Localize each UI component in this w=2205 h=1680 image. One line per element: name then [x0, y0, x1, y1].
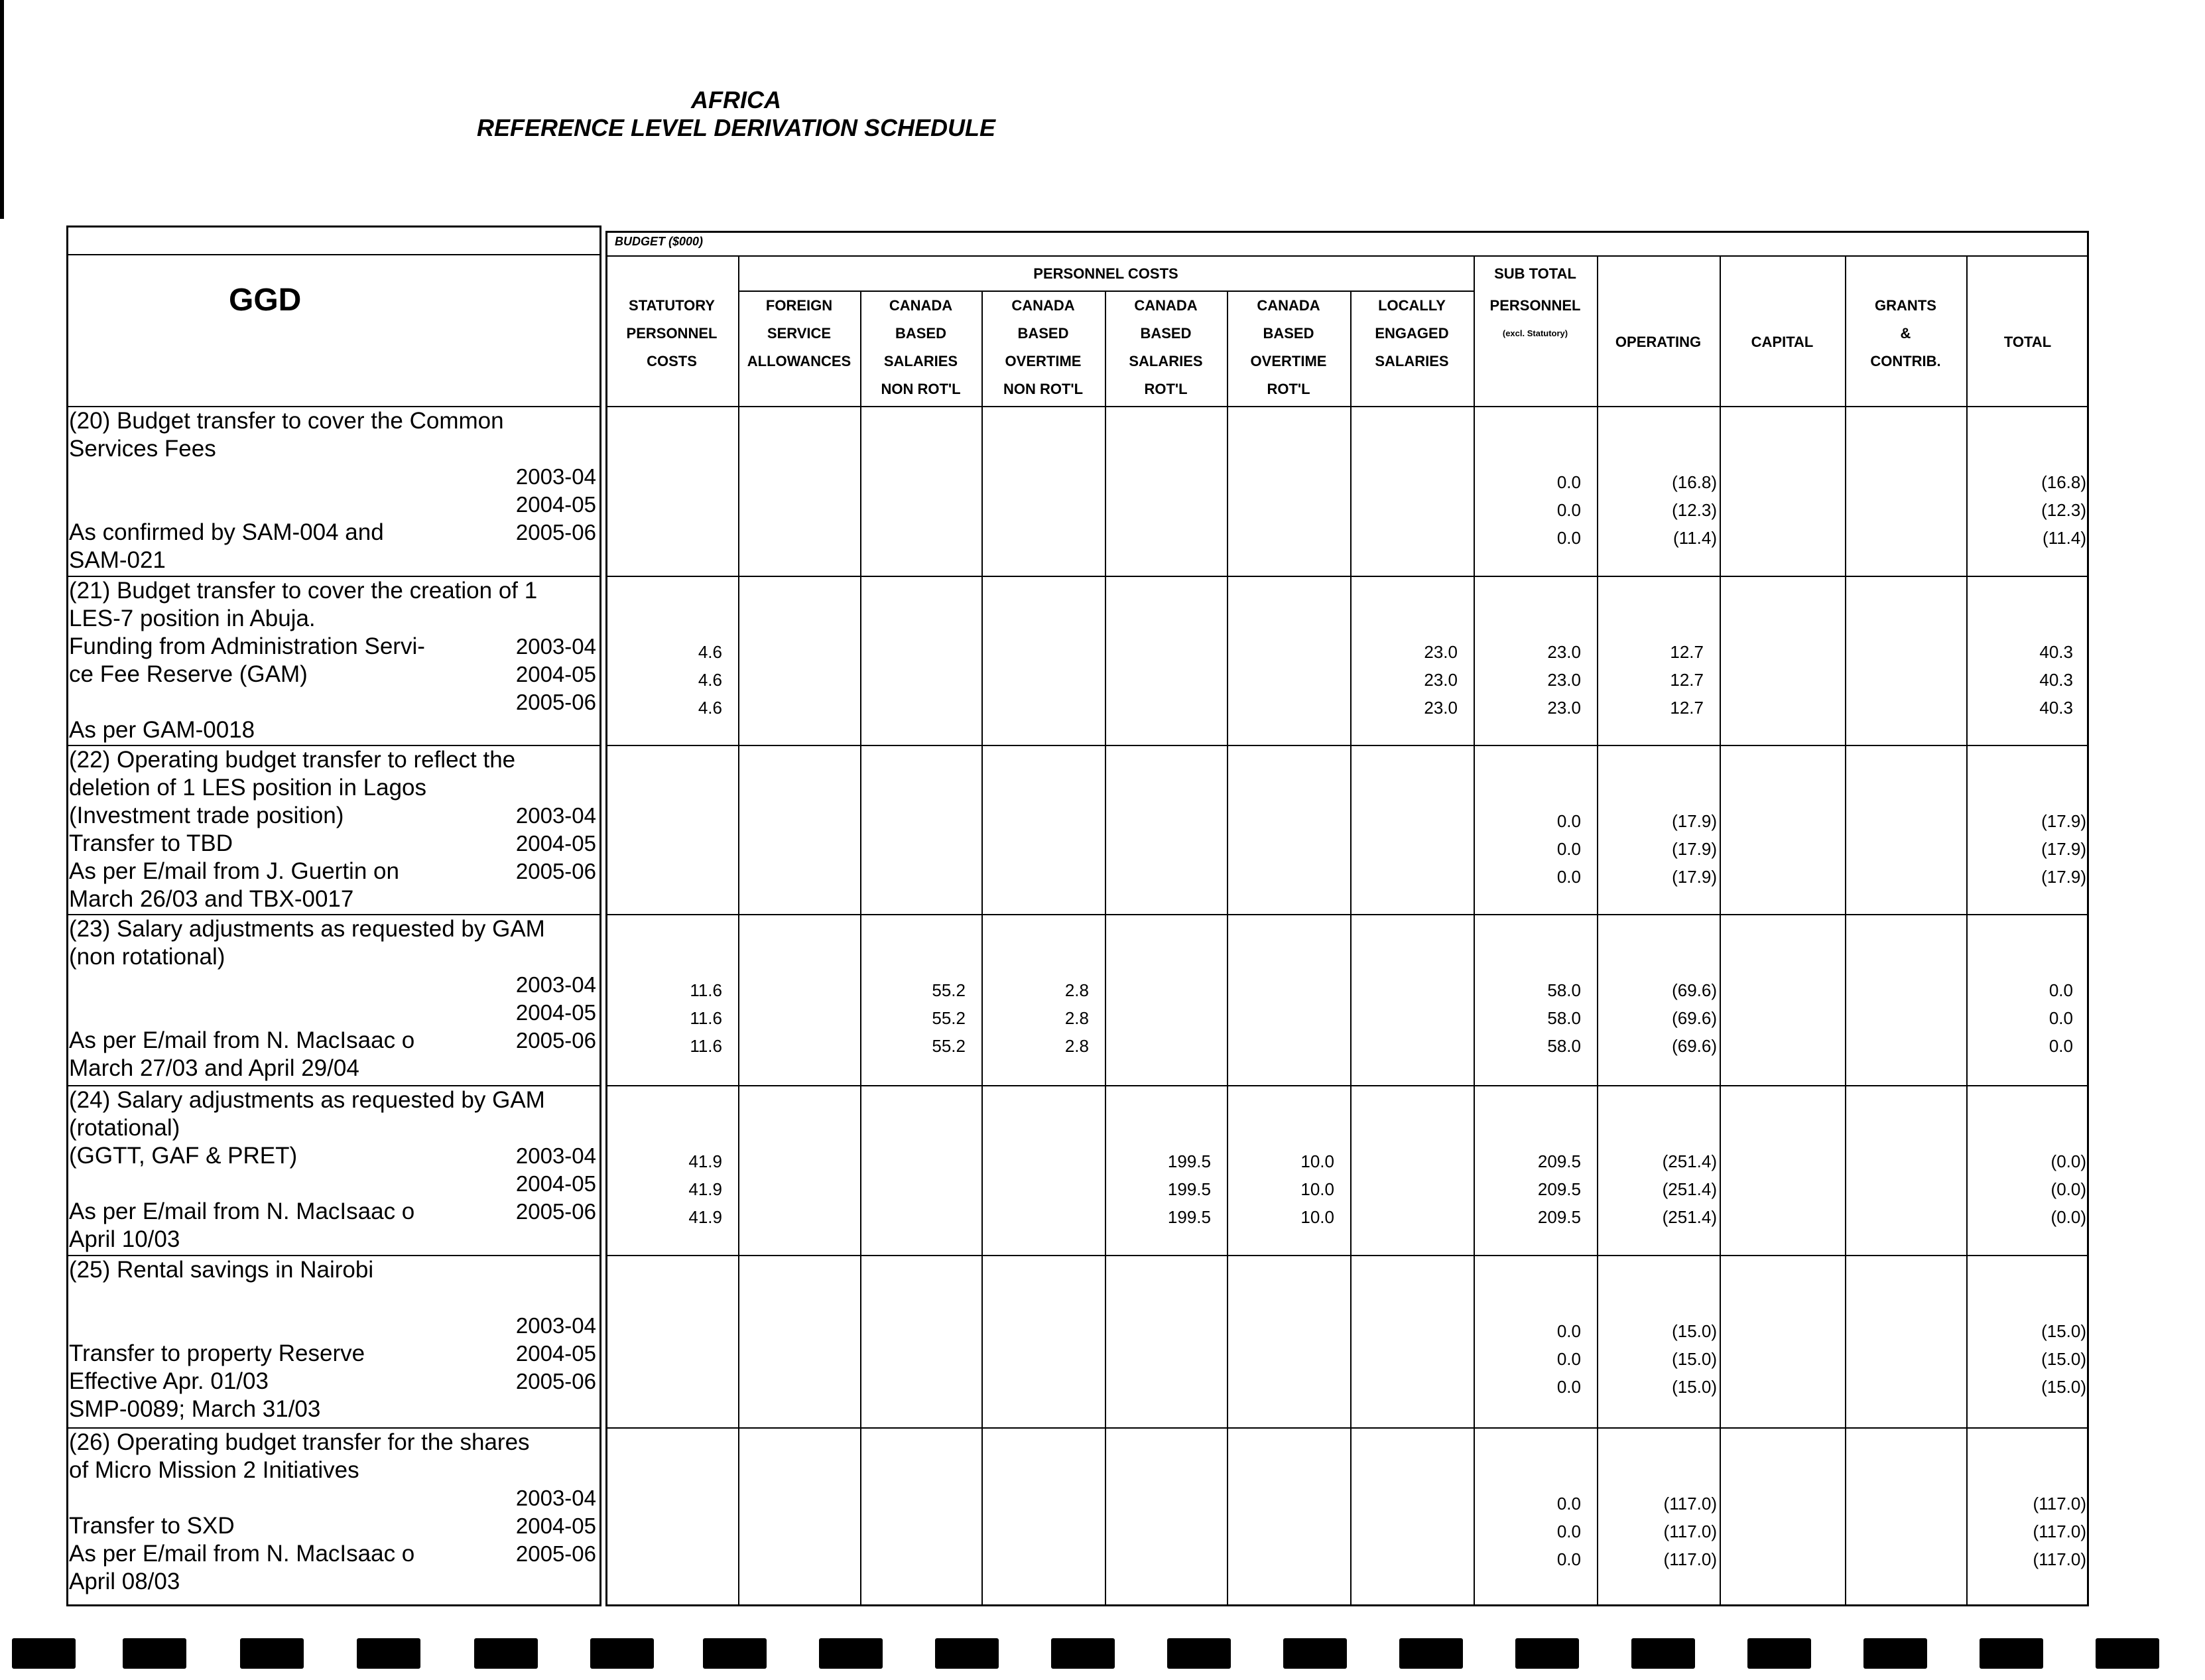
fiscal-year-label: 2003-04: [515, 464, 596, 489]
budget-label: BUDGET ($000): [615, 235, 704, 248]
column-header-line: BASED: [1140, 325, 1192, 342]
table-cell-value: 23.0: [1547, 698, 1581, 718]
column-header-line: BASED: [1017, 325, 1069, 342]
table-cell-value: 0.0: [1556, 867, 1581, 887]
page-title: AFRICA: [691, 86, 781, 113]
redaction-block: [240, 1638, 304, 1669]
section-text-line: As per E/mail from N. MacIsaac o: [69, 1198, 415, 1224]
section-divider-right: [605, 576, 2089, 577]
section-text-line: Transfer to property Reserve: [69, 1340, 365, 1366]
redaction-block: [1747, 1638, 1811, 1669]
fiscal-year-label: 2005-06: [515, 1369, 596, 1393]
table-cell-value: 58.0: [1547, 1008, 1581, 1028]
column-divider: [1474, 255, 1475, 1606]
column-header-line: (excl. Statutory): [1502, 328, 1568, 338]
fiscal-year-label: 2003-04: [515, 1486, 596, 1510]
fiscal-year-label: 2005-06: [515, 520, 596, 545]
table-cell-value: 0.0: [1556, 472, 1581, 492]
column-header-line: CANADA: [1257, 297, 1320, 314]
left-header-divider: [66, 254, 601, 255]
section-text-line: of Micro Mission 2 Initiatives: [69, 1457, 359, 1483]
column-header-line: SERVICE: [767, 325, 832, 342]
fiscal-year-label: 2004-05: [515, 492, 596, 517]
section-text-line: March 26/03 and TBX-0017: [69, 886, 354, 912]
table-cell-value: (251.4): [1662, 1151, 1717, 1171]
table-cell-value: 0.0: [1556, 1349, 1581, 1369]
table-cell-value: (12.3): [1672, 500, 1717, 520]
column-divider: [860, 291, 861, 1606]
table-cell-value: 0.0: [1556, 528, 1581, 548]
section-text-line: ce Fee Reserve (GAM): [69, 661, 308, 687]
fiscal-year-label: 2004-05: [515, 1514, 596, 1538]
table-cell-value: (117.0): [2033, 1521, 2086, 1541]
column-header-line: TOTAL: [2003, 334, 2052, 350]
table-cell-value: 4.6: [698, 670, 722, 690]
column-divider: [981, 291, 983, 1606]
fiscal-year-label: 2004-05: [515, 831, 596, 856]
column-header-line: ROT'L: [1267, 381, 1310, 397]
redaction-block: [819, 1638, 883, 1669]
section-text-line: (rotational): [69, 1115, 180, 1141]
fiscal-year-label: 2005-06: [515, 690, 596, 714]
section-text-line: As per E/mail from N. MacIsaac o: [69, 1541, 415, 1567]
section-text-line: (26) Operating budget transfer for the shares: [69, 1429, 530, 1455]
section-text-line: April 08/03: [69, 1569, 180, 1594]
table-cell-value: 10.0: [1300, 1207, 1334, 1227]
section-text-line: (22) Operating budget transfer to reflect the: [69, 747, 516, 773]
table-cell-value: (251.4): [1662, 1179, 1717, 1199]
column-header-line: FOREIGN: [765, 297, 833, 314]
table-cell-value: 10.0: [1300, 1151, 1334, 1171]
table-cell-value: 0.0: [1556, 811, 1581, 831]
section-divider-right: [605, 1427, 2089, 1429]
section-text-line: (non rotational): [69, 944, 225, 970]
table-cell-value: (117.0): [1663, 1494, 1717, 1514]
column-header-line: COSTS: [647, 353, 697, 369]
table-cell-value: (17.9): [1672, 811, 1717, 831]
redaction-block: [474, 1638, 538, 1669]
column-divider: [1597, 255, 1598, 1606]
table-cell-value: 41.9: [688, 1207, 722, 1227]
fiscal-year-label: 2005-06: [515, 1541, 596, 1566]
column-header-line: ROT'L: [1144, 381, 1188, 397]
table-cell-value: (69.6): [1672, 1008, 1717, 1028]
table-cell-value: (0.0): [2050, 1179, 2086, 1199]
section-text-line: SMP-0089; March 31/03: [69, 1396, 321, 1422]
table-cell-value: 4.6: [698, 698, 722, 718]
table-cell-value: 0.0: [1556, 1377, 1581, 1397]
table-cell-value: 55.2: [932, 1036, 966, 1056]
fiscal-year-label: 2003-04: [515, 1313, 596, 1338]
section-text-line: April 10/03: [69, 1226, 180, 1252]
table-cell-value: (17.9): [2041, 867, 2086, 887]
section-text-line: (24) Salary adjustments as requested by GAM: [69, 1087, 545, 1113]
table-cell-value: 209.5: [1537, 1207, 1581, 1227]
redaction-block: [1515, 1638, 1579, 1669]
table-cell-value: 199.5: [1167, 1151, 1211, 1171]
section-text-line: Funding from Administration Servi-: [69, 633, 425, 659]
fiscal-year-label: 2003-04: [515, 1143, 596, 1168]
column-divider: [738, 255, 739, 1606]
table-cell-value: 58.0: [1547, 1036, 1581, 1056]
table-cell-value: (17.9): [2041, 811, 2086, 831]
table-cell-value: (117.0): [1663, 1549, 1717, 1569]
table-cell-value: 199.5: [1167, 1207, 1211, 1227]
section-divider-right: [605, 1255, 2089, 1256]
header-bottom-divider: [605, 406, 2089, 407]
column-header-line: ALLOWANCES: [747, 353, 851, 369]
table-cell-value: 0.0: [1556, 839, 1581, 859]
section-text-line: Transfer to TBD: [69, 830, 233, 856]
table-cell-value: 23.0: [1424, 698, 1458, 718]
section-divider-right: [605, 914, 2089, 915]
column-header-line: CANADA: [889, 297, 953, 314]
table-cell-value: 10.0: [1300, 1179, 1334, 1199]
table-cell-value: 12.7: [1670, 698, 1704, 718]
column-header-line: PERSONNEL: [626, 325, 718, 342]
section-divider-right: [605, 1085, 2089, 1086]
section-text-line: (GGTT, GAF & PRET): [69, 1143, 298, 1169]
table-cell-value: 0.0: [2048, 1008, 2073, 1028]
table-cell-value: (11.4): [1673, 528, 1717, 548]
column-divider: [1845, 255, 1846, 1606]
column-divider: [1720, 255, 1721, 1606]
table-cell-value: 0.0: [1556, 1321, 1581, 1341]
table-cell-value: (117.0): [1663, 1521, 1717, 1541]
table-cell-value: 23.0: [1547, 670, 1581, 690]
table-cell-value: 41.9: [688, 1151, 722, 1171]
column-header-line: CANADA: [1011, 297, 1075, 314]
fiscal-year-label: 2003-04: [515, 972, 596, 997]
column-header-line: NON ROT'L: [881, 381, 961, 397]
table-cell-value: 58.0: [1547, 980, 1581, 1000]
redaction-block: [1399, 1638, 1463, 1669]
section-text-line: As per E/mail from N. MacIsaac o: [69, 1027, 415, 1053]
subtotal-header: SUB TOTAL: [1494, 265, 1576, 282]
fiscal-year-label: 2004-05: [515, 1171, 596, 1196]
table-cell-value: (251.4): [1662, 1207, 1717, 1227]
table-cell-value: (0.0): [2050, 1207, 2086, 1227]
table-cell-value: 11.6: [690, 1008, 722, 1028]
column-header-line: SALARIES: [1129, 353, 1203, 369]
column-header-line: SALARIES: [1375, 353, 1449, 369]
table-cell-value: 2.8: [1064, 1036, 1089, 1056]
column-header-line: PERSONNEL: [1489, 297, 1581, 314]
column-header-line: NON ROT'L: [1003, 381, 1084, 397]
table-cell-value: 23.0: [1424, 670, 1458, 690]
redaction-block: [357, 1638, 420, 1669]
section-text-line: Effective Apr. 01/03: [69, 1368, 269, 1394]
redaction-block: [1051, 1638, 1115, 1669]
table-cell-value: (15.0): [1672, 1377, 1717, 1397]
redaction-block: [123, 1638, 186, 1669]
redaction-block: [1980, 1638, 2043, 1669]
fiscal-year-label: 2005-06: [515, 1028, 596, 1053]
column-divider: [1105, 291, 1106, 1606]
section-text-line: (Investment trade position): [69, 803, 344, 828]
table-cell-value: (15.0): [1672, 1321, 1717, 1341]
table-cell-value: (117.0): [2033, 1494, 2086, 1514]
table-cell-value: 11.6: [690, 980, 722, 1000]
table-cell-value: (15.0): [2041, 1321, 2086, 1341]
section-text-line: (20) Budget transfer to cover the Common: [69, 408, 504, 434]
section-text-line: As per GAM-0018: [69, 717, 255, 743]
column-header-line: LOCALLY: [1378, 297, 1446, 314]
fiscal-year-label: 2004-05: [515, 662, 596, 686]
column-header-line: CAPITAL: [1751, 334, 1814, 350]
table-cell-value: 40.3: [2039, 670, 2073, 690]
column-header-line: OVERTIME: [1005, 353, 1082, 369]
section-text-line: March 27/03 and April 29/04: [69, 1055, 359, 1081]
table-cell-value: (69.6): [1672, 1036, 1717, 1056]
column-header-line: OVERTIME: [1250, 353, 1327, 369]
table-cell-value: 2.8: [1064, 1008, 1089, 1028]
table-cell-value: 0.0: [2048, 1036, 2073, 1056]
table-cell-value: (15.0): [1672, 1349, 1717, 1369]
redaction-block: [703, 1638, 767, 1669]
fiscal-year-label: 2005-06: [515, 1199, 596, 1224]
redaction-block: [1863, 1638, 1927, 1669]
table-cell-value: (11.4): [2043, 528, 2086, 548]
redaction-block: [1631, 1638, 1695, 1669]
table-cell-value: (17.9): [1672, 839, 1717, 859]
table-cell-value: 0.0: [2048, 980, 2073, 1000]
table-cell-value: 209.5: [1537, 1151, 1581, 1171]
column-header-line: GRANTS: [1875, 297, 1936, 314]
column-header-line: CONTRIB.: [1870, 353, 1941, 369]
column-header-line: OPERATING: [1615, 334, 1702, 350]
column-header-line: BASED: [1263, 325, 1314, 342]
section-divider-right: [605, 745, 2089, 746]
redaction-block: [1167, 1638, 1231, 1669]
table-cell-value: 0.0: [1556, 1494, 1581, 1514]
section-text-line: deletion of 1 LES position in Lagos: [69, 775, 426, 801]
page-subtitle: REFERENCE LEVEL DERIVATION SCHEDULE: [476, 114, 996, 141]
section-text-line: Transfer to SXD: [69, 1513, 235, 1539]
table-cell-value: 199.5: [1167, 1179, 1211, 1199]
table-cell-value: 0.0: [1556, 500, 1581, 520]
table-cell-value: 2.8: [1064, 980, 1089, 1000]
table-cell-value: (12.3): [2041, 500, 2086, 520]
table-cell-value: 4.6: [698, 642, 722, 662]
column-header-line: ENGAGED: [1375, 325, 1449, 342]
redaction-block: [935, 1638, 999, 1669]
table-cell-value: 23.0: [1547, 642, 1581, 662]
fiscal-year-label: 2004-05: [515, 1000, 596, 1025]
column-divider: [1966, 255, 1968, 1606]
budget-strip-divider: [605, 255, 2089, 257]
personnel-costs-header: PERSONNEL COSTS: [1033, 265, 1178, 282]
table-cell-value: 23.0: [1424, 642, 1458, 662]
table-cell-value: 0.0: [1556, 1549, 1581, 1569]
table-cell-value: 55.2: [932, 980, 966, 1000]
fiscal-year-label: 2003-04: [515, 634, 596, 659]
redaction-block: [1283, 1638, 1347, 1669]
table-cell-value: (17.9): [2041, 839, 2086, 859]
column-divider: [1227, 291, 1228, 1606]
redaction-block: [590, 1638, 654, 1669]
table-cell-value: 209.5: [1537, 1179, 1581, 1199]
fiscal-year-label: 2003-04: [515, 803, 596, 828]
table-cell-value: (17.9): [1672, 867, 1717, 887]
column-divider: [1350, 291, 1352, 1606]
section-text-line: LES-7 position in Abuja.: [69, 606, 316, 631]
section-text-line: (21) Budget transfer to cover the creation of 1: [69, 578, 538, 604]
section-text-line: As per E/mail from J. Guertin on: [69, 858, 399, 884]
table-cell-value: (69.6): [1672, 980, 1717, 1000]
right-panel-box: [605, 231, 2089, 1606]
table-cell-value: 40.3: [2039, 698, 2073, 718]
column-header-line: BASED: [895, 325, 946, 342]
column-header-line: &: [1900, 325, 1911, 342]
table-cell-value: (16.8): [2041, 472, 2086, 492]
section-text-line: As confirmed by SAM-004 and: [69, 519, 384, 545]
table-cell-value: (15.0): [2041, 1377, 2086, 1397]
section-text-line: (23) Salary adjustments as requested by GAM: [69, 916, 545, 942]
table-cell-value: 11.6: [690, 1036, 722, 1056]
redaction-block: [2096, 1638, 2159, 1669]
table-cell-value: (16.8): [1672, 472, 1717, 492]
column-header-line: STATUTORY: [629, 297, 715, 314]
section-text-line: (25) Rental savings in Nairobi: [69, 1257, 374, 1283]
table-cell-value: 12.7: [1670, 642, 1704, 662]
fiscal-year-label: 2004-05: [515, 1341, 596, 1366]
column-header-line: SALARIES: [883, 353, 958, 369]
table-cell-value: (0.0): [2050, 1151, 2086, 1171]
table-cell-value: 0.0: [1556, 1521, 1581, 1541]
redaction-block: [12, 1638, 76, 1669]
table-cell-value: (15.0): [2041, 1349, 2086, 1369]
left-header-label: GGD: [229, 283, 302, 318]
table-cell-value: 55.2: [932, 1008, 966, 1028]
section-text-line: SAM-021: [69, 547, 166, 573]
fiscal-year-label: 2005-06: [515, 859, 596, 883]
table-cell-value: 40.3: [2039, 642, 2073, 662]
section-text-line: Services Fees: [69, 436, 216, 462]
table-cell-value: 12.7: [1670, 670, 1704, 690]
table-cell-value: (117.0): [2033, 1549, 2086, 1569]
column-header-line: CANADA: [1134, 297, 1198, 314]
table-cell-value: 41.9: [688, 1179, 722, 1199]
